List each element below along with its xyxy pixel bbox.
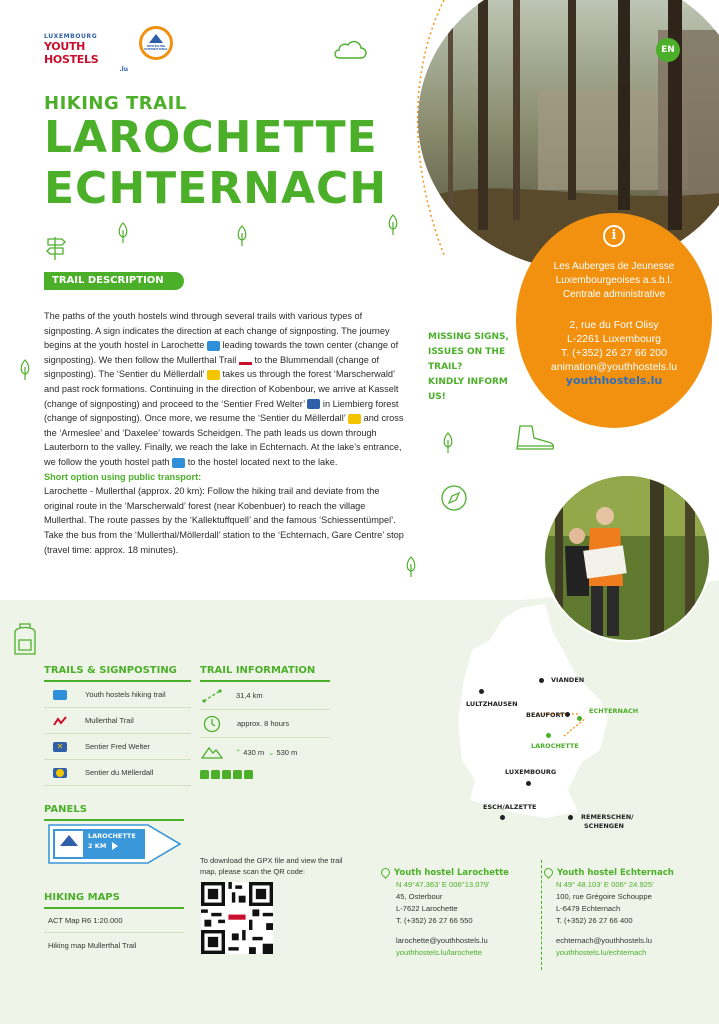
- hostel-website[interactable]: youthhostels.lu/echternach: [556, 948, 647, 957]
- missing-line: ISSUES ON THE: [428, 347, 506, 357]
- map-marker-larochette: [546, 733, 551, 738]
- youth-hostel-trail-icon: [53, 690, 67, 700]
- ascent-value: 430 m: [243, 747, 265, 757]
- signposting-label: Youth hostels hiking trail: [85, 690, 166, 699]
- map-label-esch: ESCH/ALZETTE: [483, 803, 537, 811]
- org-line: Luxembourgeoises a.s.b.l.: [555, 275, 673, 286]
- signposting-section: [44, 665, 191, 786]
- page-title: [44, 112, 387, 214]
- qr-code[interactable]: [201, 882, 273, 954]
- contact-phone[interactable]: T. (+352) 26 27 66 200: [561, 347, 667, 359]
- distance-row: [200, 682, 330, 710]
- tree-icon: [19, 358, 31, 382]
- short-option-title: Short option using public transport:: [44, 471, 202, 482]
- difficulty-rating: [200, 770, 330, 779]
- difficulty-icon: [200, 770, 209, 779]
- org-line: Les Auberges de Jeunesse: [553, 261, 675, 272]
- ascent-icon: ⌃: [235, 747, 242, 757]
- list-item: [44, 734, 191, 760]
- logo-line2: YOUTH HOSTELS: [44, 40, 99, 66]
- hostel-coordinates: N 49° 48.103’ E 006° 24.925’: [556, 880, 654, 889]
- missing-line: TRAIL?: [428, 362, 463, 372]
- location-pin-icon: [542, 866, 555, 879]
- missing-line: KINDLY INFORM US!: [428, 377, 508, 402]
- trail-information-title: TRAIL INFORMATION: [200, 665, 316, 676]
- backpack-icon: [10, 622, 40, 658]
- trail-description-label: TRAIL DESCRIPTION: [44, 272, 184, 290]
- title-line1: LAROCHETTE: [44, 112, 378, 163]
- hostel-echternach-title: [544, 868, 714, 878]
- distance-value: 31,4 km: [236, 691, 263, 700]
- fred-welter-icon: ✕: [53, 742, 67, 752]
- hostel-echternach: [544, 868, 714, 959]
- tree-icon: [405, 555, 417, 579]
- map-marker-remerschen: [568, 815, 573, 820]
- hiking-maps-section: [44, 892, 184, 957]
- panel-sign-destination: LAROCHETTE: [88, 832, 136, 840]
- hostel-street: 45, Osterbour: [396, 892, 443, 901]
- hostel-phone[interactable]: T. (+352) 26 27 66 400: [556, 916, 633, 925]
- map-label-larochette: LAROCHETTE: [531, 742, 579, 750]
- list-item: [44, 760, 191, 786]
- map-marker-vianden: [539, 678, 544, 683]
- youth-hostel-trail-icon: [172, 458, 185, 468]
- contact-website[interactable]: youthhostels.lu: [565, 374, 663, 387]
- map-name: Hiking map Mullerthal Trail: [48, 940, 137, 950]
- map-label-beaufort: BEAUFORT: [526, 711, 565, 719]
- section-divider: [44, 819, 184, 821]
- panel-sign: [88, 831, 136, 851]
- short-option-text: Larochette - Mullerthal (approx. 20 km): Follow the hiking trail and deviate from the original route in the ‘Marscherwald’ forest (near Kobenbuer) to reach the village Mullerthal. The route passes by the ‘Kallektuffquell’ and the famous ‘Schiessentümpel’. Take the bus from the ‘Mullerthal/Möllerdall’ station to the ‘Echternach, Gare Centre’ stop (travel time: approx. 18 minutes).: [44, 486, 404, 555]
- duration-value: approx. 8 hours: [237, 719, 290, 728]
- missing-line: MISSING SIGNS,: [428, 332, 509, 342]
- contact-circle: [516, 213, 712, 428]
- map-marker-beaufort: [565, 712, 570, 717]
- title-line2: ECHTERNACH: [44, 163, 388, 214]
- hostel-larochette-title: [381, 868, 541, 878]
- signposting-label: Mullerthal Trail: [85, 716, 134, 725]
- map-name: ACT Map R6 1:20.000: [48, 916, 123, 925]
- panel-sign-distance-row: [88, 841, 136, 851]
- hostel-phone[interactable]: T. (+352) 26 27 66 550: [396, 916, 473, 925]
- badge-text: HOSTELLING INTERNATIONAL: [144, 45, 168, 51]
- hostel-coordinates: N 49°47.363’ E 006°13.079’: [396, 880, 490, 889]
- mellerdall-icon: [207, 370, 220, 380]
- tree-icon: [117, 222, 129, 244]
- mellerdall-icon: [53, 768, 67, 778]
- compass-icon: [440, 484, 468, 512]
- youth-hostels-logo[interactable]: [44, 33, 134, 73]
- address-line: L-2261 Luxembourg: [567, 333, 661, 345]
- map-label-luxembourg: LUXEMBOURG: [505, 768, 557, 776]
- mullerthal-trail-icon: [239, 355, 252, 365]
- map-label-vianden: VIANDEN: [551, 676, 585, 684]
- missing-signs-notice: [428, 330, 518, 405]
- youth-hostel-trail-icon: [207, 341, 220, 351]
- contact-email[interactable]: animation@youthhostels.lu: [550, 361, 678, 373]
- hostel-website[interactable]: youthhostels.lu/larochette: [396, 948, 483, 957]
- map-marker-echternach: [577, 716, 582, 721]
- hostel-city: L-6479 Echternach: [556, 904, 621, 913]
- map-label-echternach: ECHTERNACH: [589, 707, 639, 715]
- gpx-instructions: [200, 855, 370, 877]
- hostel-email[interactable]: larochette@youthhostels.lu: [396, 936, 488, 945]
- hiking-boot-icon: [514, 424, 556, 452]
- list-item: [44, 708, 191, 734]
- cloud-icon: [333, 40, 367, 60]
- hostel-email[interactable]: echternach@youthhostels.lu: [556, 936, 652, 945]
- hostel-name: Youth hostel Echternach: [557, 868, 674, 878]
- map-label-lultzhausen: LULTZHAUSEN: [466, 700, 518, 708]
- hostel-larochette: [381, 868, 541, 959]
- list-item: [44, 933, 184, 957]
- map-marker-luxembourg: [526, 781, 531, 786]
- hiking-maps-title: HIKING MAPS: [44, 892, 120, 903]
- tree-icon: [442, 432, 454, 454]
- list-item: [44, 909, 184, 933]
- signposting-label: Sentier du Mëllerdall: [85, 768, 154, 777]
- map-label-schengen: SCHENGEN: [584, 822, 624, 830]
- location-pin-icon: [379, 866, 392, 879]
- map-marker-lultzhausen: [479, 689, 484, 694]
- tree-icon: [387, 213, 399, 237]
- signpost-icon: [44, 235, 68, 261]
- language-badge[interactable]: EN: [656, 38, 680, 62]
- map-marker-esch: [500, 815, 505, 820]
- hostel-street: 100, rue Grégoire Schouppe: [556, 892, 652, 901]
- difficulty-icon: [244, 770, 253, 779]
- panel-sign-distance: 2 KM: [88, 842, 107, 850]
- org-line: Centrale administrative: [562, 289, 666, 300]
- info-icon: i: [603, 225, 625, 247]
- fred-welter-icon: [307, 399, 320, 409]
- panels-section: [44, 804, 184, 821]
- mellerdall-icon: [348, 414, 361, 424]
- signposting-title: TRAILS & SIGNPOSTING: [44, 665, 177, 676]
- panel-arrow-icon: [112, 842, 118, 850]
- list-item: [44, 682, 191, 708]
- gpx-line: To download the GPX file and view the trail: [200, 856, 343, 865]
- panels-title: PANELS: [44, 804, 87, 815]
- gpx-line: map, please scan the QR code:: [200, 867, 306, 876]
- descent-value: 530 m: [276, 747, 298, 757]
- difficulty-icon: [233, 770, 242, 779]
- trail-information-section: [200, 665, 330, 779]
- hostel-divider: [541, 860, 542, 970]
- map-label-remerschen: REMERSCHEN/: [581, 813, 634, 821]
- hostel-name: Youth hostel Larochette: [394, 868, 509, 878]
- hostel-city: L-7622 Larochette: [396, 904, 458, 913]
- logo-line3: .lu: [119, 66, 128, 73]
- elevation-row: [200, 738, 330, 766]
- description-paragraph: The paths of the youth hostels wind through several trails with various types of signposting. A sign indicates the direction at each change of signposting. The journey begins at the youth hostel in Larochette leading towards the town center (change of signposting). We then follow the Mullerthal Trail to the Blummendall (change of signposting). The ‘Sentier du Mëllerdall’ takes us through the forest ‘Marscherwald’ and past rock formations. Continuing in the direction of Kobenbour, we arrive at Kasselt (change of signposting) and proceed to the ‘Sentier Fred Welter’ in Liembierg forest (change of signposting). Once more, we resume the ‘Sentier du Mëllerdall’ and cross the ‘Armeslee’ and ‘Daxelee’ towards Scheidgen. The path leads us down through Lauterborn to the valley. Finally, we reach the lake in Echternach. At the lake’s entrance, we follow the youth hostel path to the hostel located next to the lake.: [44, 311, 404, 467]
- difficulty-icon: [222, 770, 231, 779]
- clock-icon: [203, 715, 221, 733]
- page-kicker: HIKING TRAIL: [44, 93, 187, 114]
- mullerthal-trail-icon: [53, 716, 67, 726]
- descent-icon: ⌄: [268, 747, 275, 757]
- duration-row: [200, 710, 330, 738]
- trail-description-text: [44, 309, 409, 557]
- difficulty-icon: [211, 770, 220, 779]
- signposting-label: Sentier Fred Welter: [85, 742, 150, 751]
- hostelling-international-badge: [139, 26, 173, 60]
- mountain-icon: [201, 745, 223, 759]
- address-line: 2, rue du Fort Olisy: [569, 319, 659, 331]
- tree-icon: [236, 225, 248, 247]
- distance-icon: [202, 689, 222, 703]
- logo-line1: LUXEMBOURG: [44, 33, 98, 40]
